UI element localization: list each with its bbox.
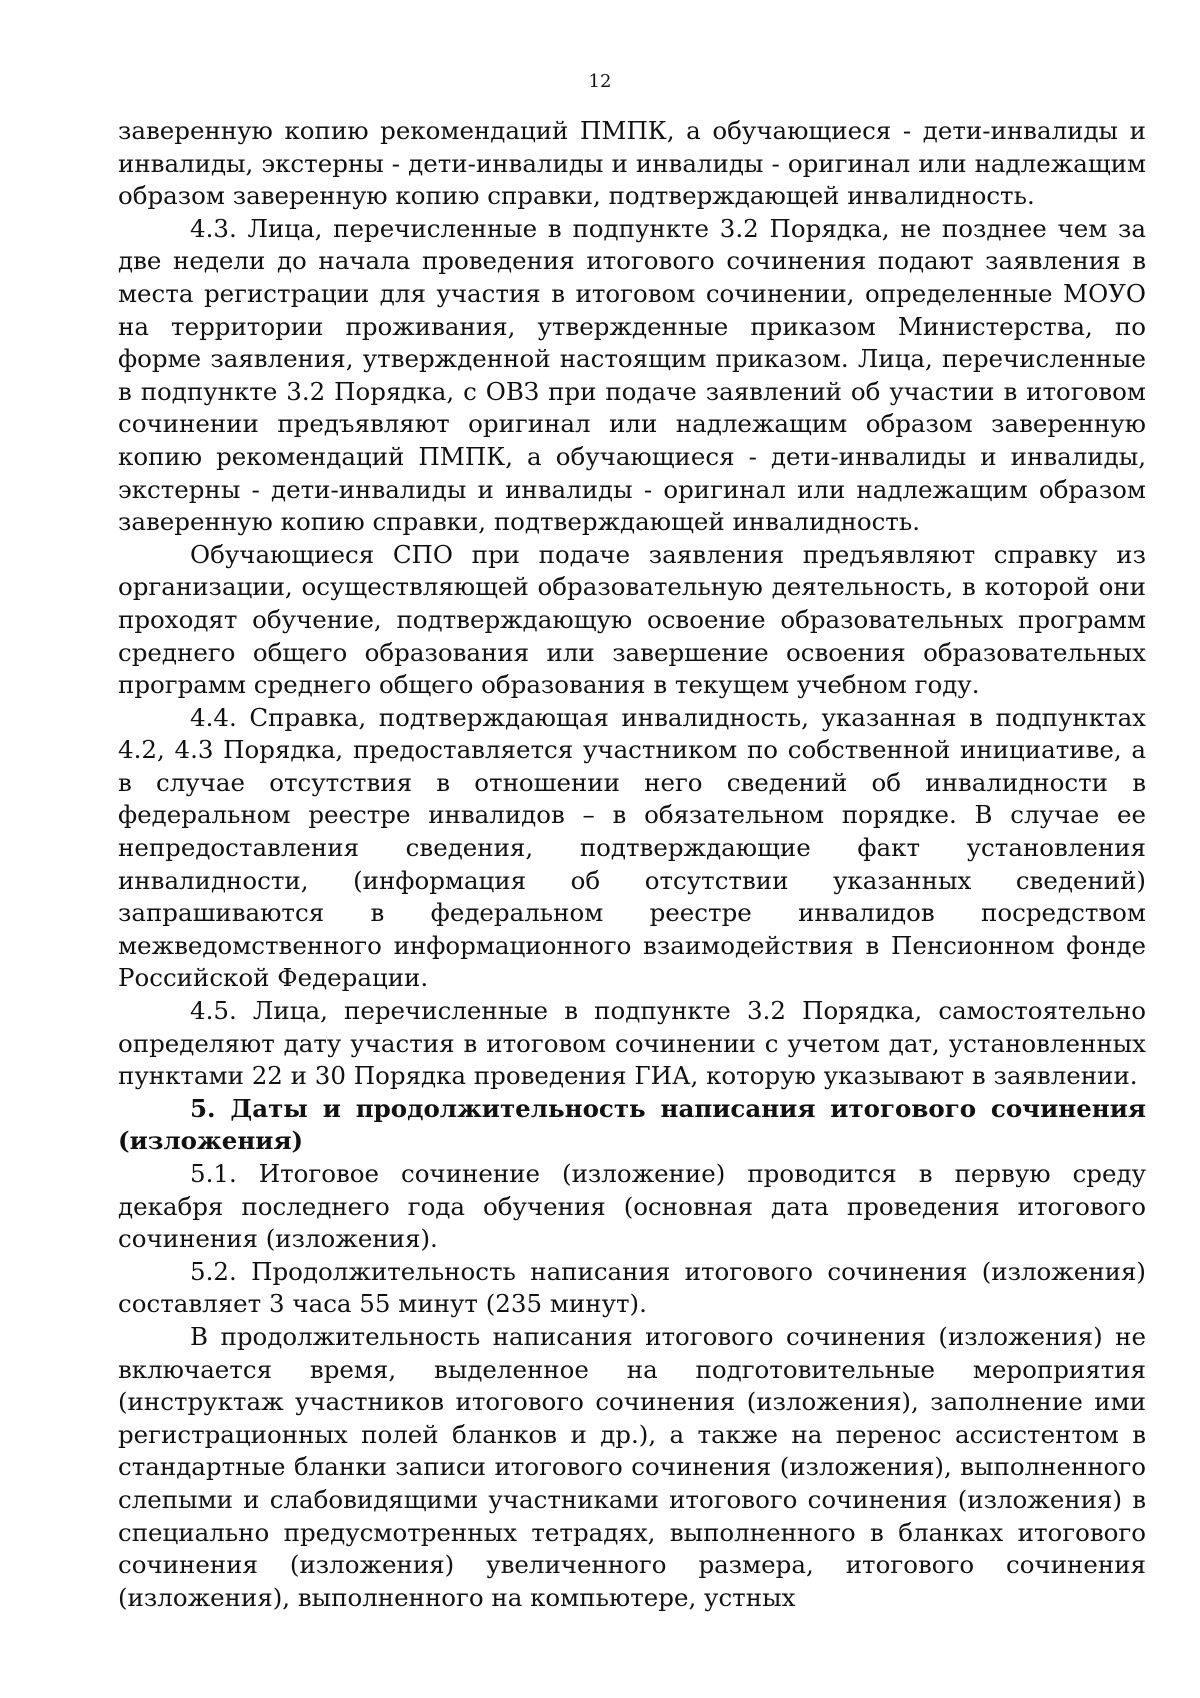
section-heading-5: 5. Даты и продолжительность написания итогового сочинения (изложения) xyxy=(118,1093,1146,1156)
page-number: 12 xyxy=(588,71,612,92)
paragraph-4-4: 4.4. Справка, подтверждающая инвалидность, указанная в подпунктах 4.2, 4.3 Порядка, предоставляется участником по собственной инициативе, а в случае отсутствия в отношении него сведений об инвалидности в федеральном реестре инвалидов – в обязательном порядке. В случае ее непредоставления сведения, подтверждающие факт установления инвалидности, (информация об отсутствии указанных сведений) запрашиваются в федеральном реестре инвалидов посредством межведомственного информационного взаимодействия в Пенсионном фонде Российской Федерации. xyxy=(118,702,1146,993)
paragraph-spo-students: Обучающиеся СПО при подаче заявления предъявляют справку из организации, осуществляющей образовательную деятельность, в которой они проходят обучение, подтверждающую освоение образовательных программ среднего общего образования или завершение освоения образовательных программ среднего общего образования в текущем учебном году. xyxy=(118,539,1146,700)
paragraph-4-3: 4.3. Лица, перечисленные в подпункте 3.2 Порядка, не позднее чем за две недели до начала проведения итогового сочинения подают заявления в места регистрации для участия в итоговом сочинении, определенные МОУО на территории проживания, утвержденные приказом Министерства, по форме заявления, утвержденной настоящим приказом. Лица, перечисленные в подпункте 3.2 Порядка, с ОВЗ при подаче заявлений об участии в итоговом сочинении предъявляют оригинал или надлежащим образом заверенную копию рекомендаций ПМПК, а обучающиеся - дети-инвалиды и инвалиды, экстерны - дети-инвалиды и инвалиды - оригинал или надлежащим образом заверенную копию справки, подтверждающей инвалидность. xyxy=(118,213,1146,537)
document-body xyxy=(118,115,1146,1614)
paragraph-4-5: 4.5. Лица, перечисленные в подпункте 3.2 Порядка, самостоятельно определяют дату участия в итоговом сочинении с учетом дат, установленных пунктами 22 и 30 Порядка проведения ГИА, которую указывают в заявлении. xyxy=(118,996,1146,1091)
paragraph-continuation: заверенную копию рекомендаций ПМПК, а обучающиеся - дети-инвалиды и инвалиды, экстерны - дети-инвалиды и инвалиды - оригинал или надлежащим образом заверенную копию справки, подтверждающей инвалидность. xyxy=(118,116,1146,211)
paragraph-5-2: 5.2. Продолжительность написания итогового сочинения (изложения) составляет 3 часа 55 минут (235 минут). xyxy=(118,1256,1146,1319)
paragraph-5-1: 5.1. Итоговое сочинение (изложение) проводится в первую среду декабря последнего года обучения (основная дата проведения итогового сочинения (изложения). xyxy=(118,1159,1146,1254)
paragraph-duration-exclusions: В продолжительность написания итогового сочинения (изложения) не включается время, выделенное на подготовительные мероприятия (инструктаж участников итогового сочинения (изложения), заполнение ими регистрационных полей бланков и др.), а также на перенос ассистентом в стандартные бланки записи итогового сочинения (изложения), выполненного слепыми и слабовидящими участниками итогового сочинения (изложения) в специально предусмотренных тетрадях, выполненного в бланках итогового сочинения (изложения) увеличенного размера, итогового сочинения (изложения), выполненного на компьютере, устных xyxy=(118,1321,1146,1612)
